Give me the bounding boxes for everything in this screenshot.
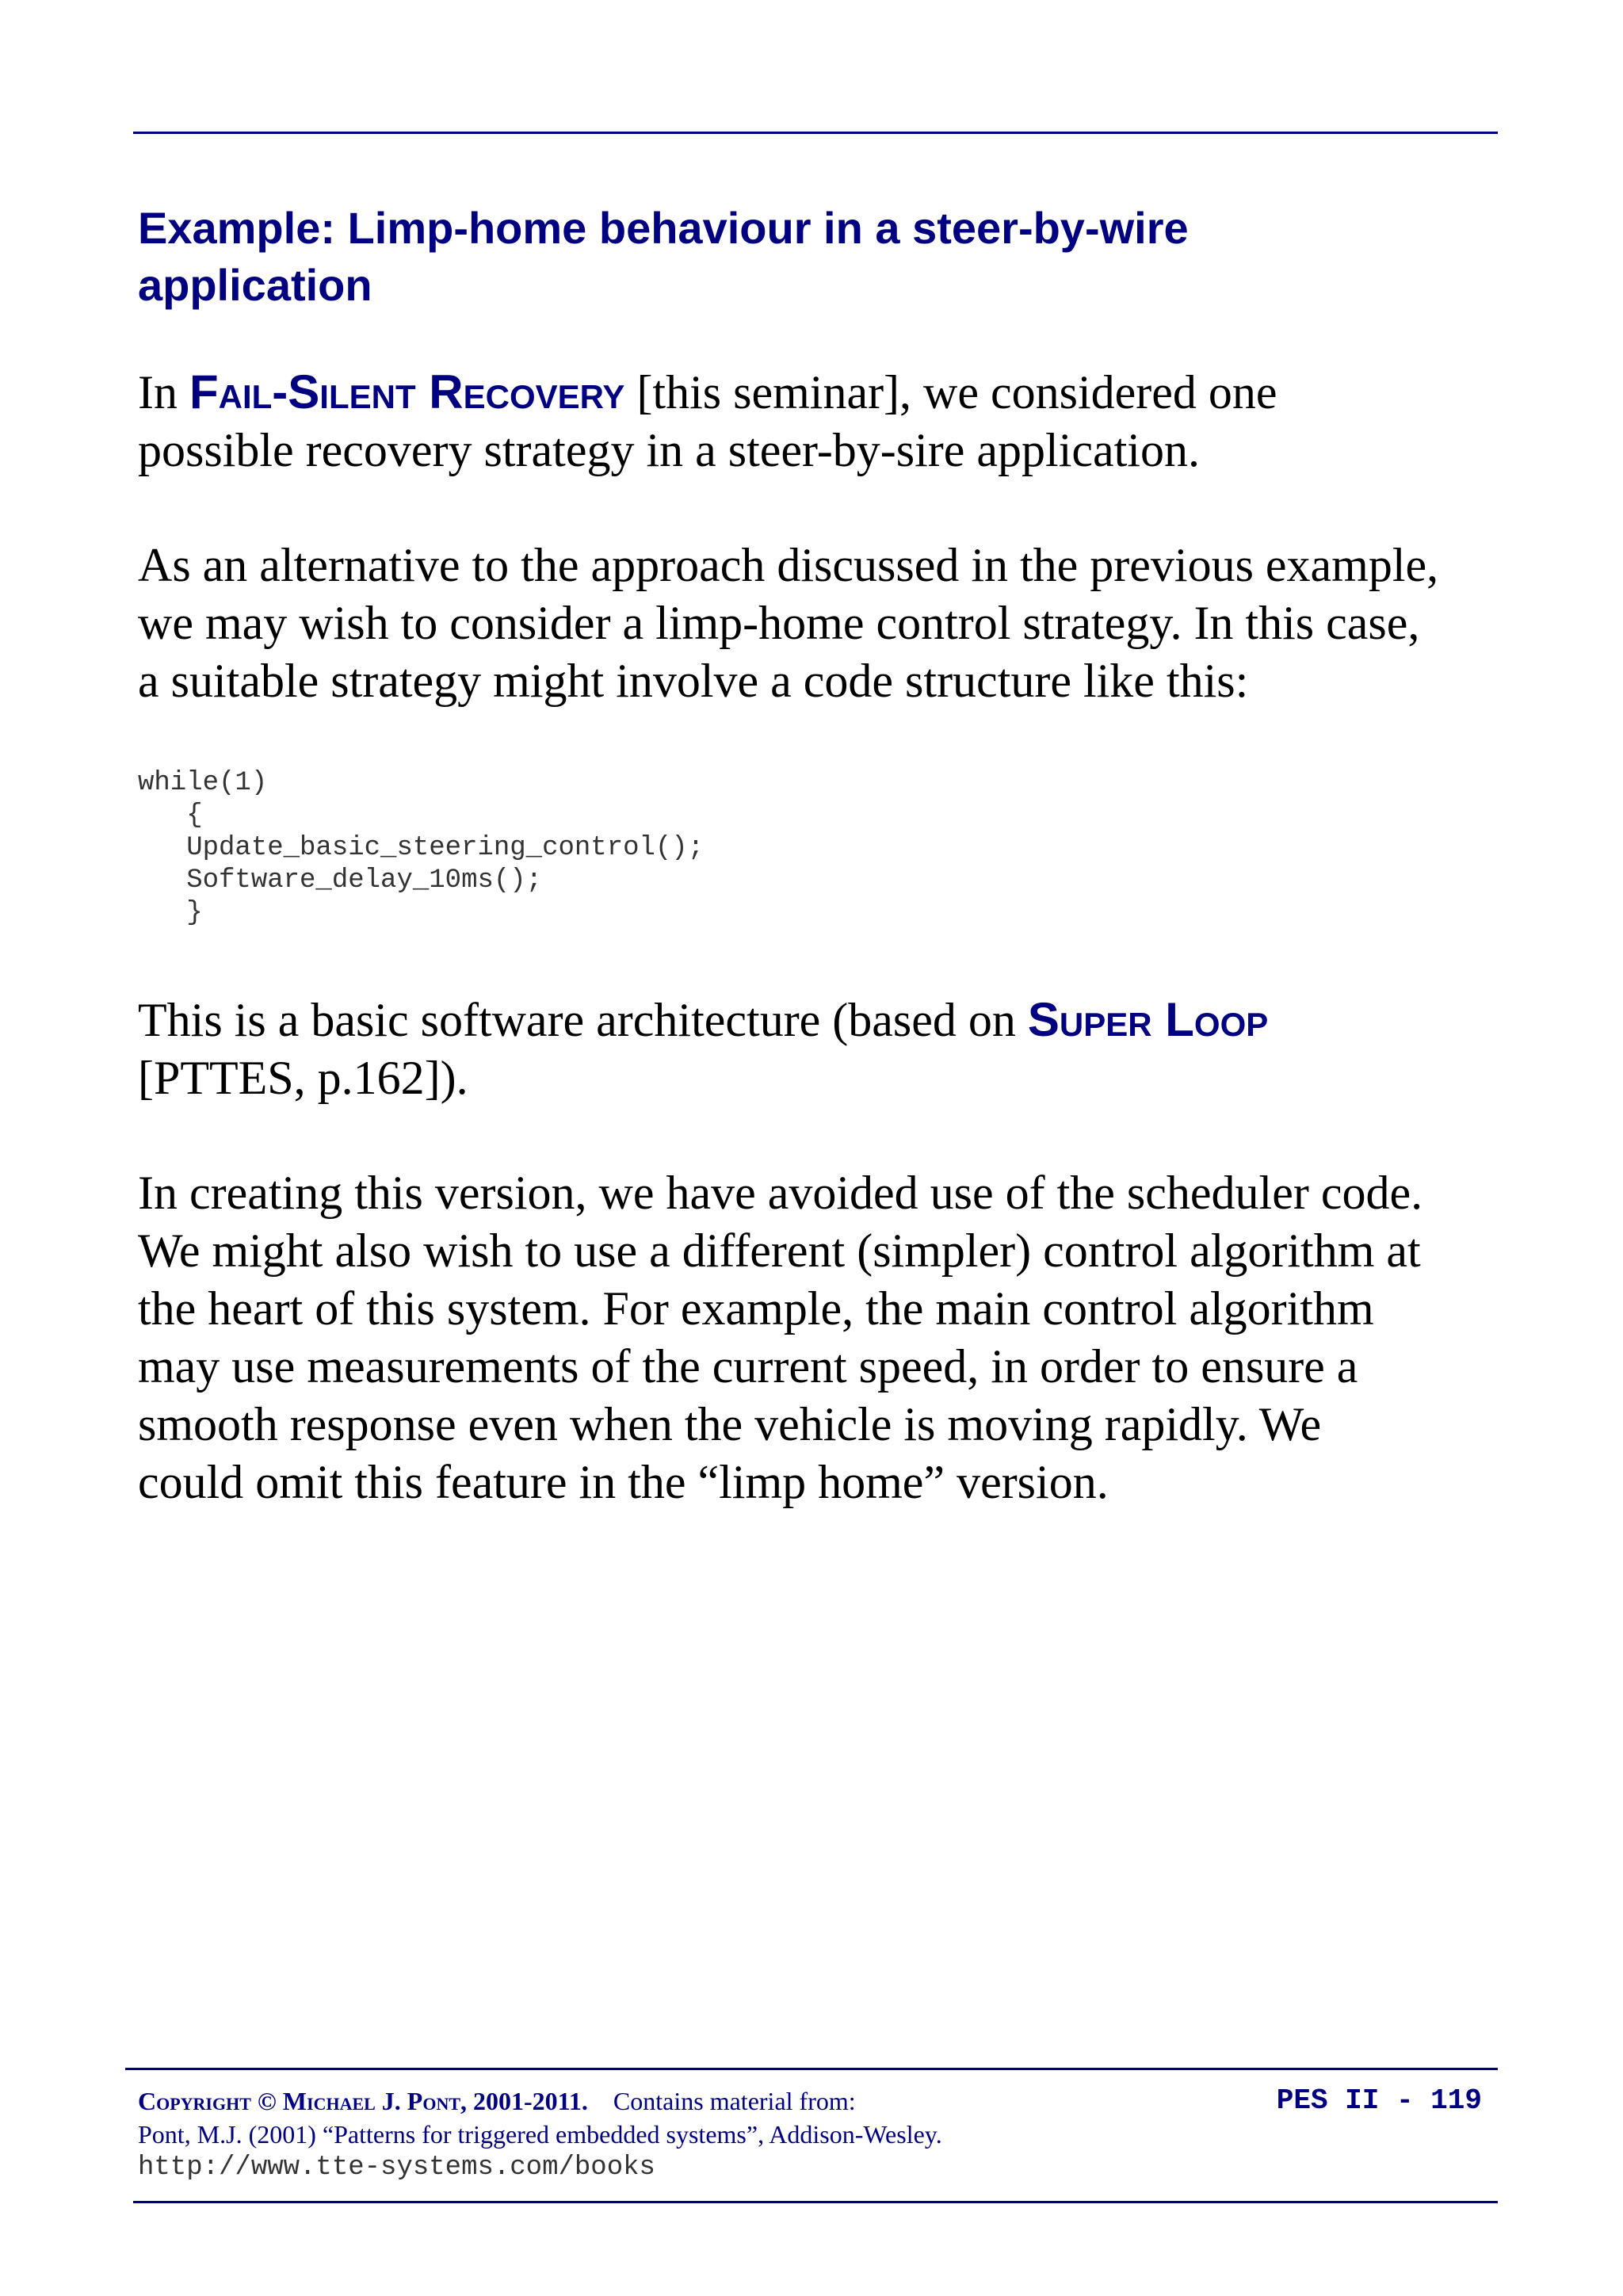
top-rule xyxy=(133,132,1498,134)
code-line-1: while(1) xyxy=(138,768,268,798)
version-line-2: We might also wish to use a different (simpler) control algorithm at xyxy=(138,1224,1421,1277)
copyright-notice: Copyright © Michael J. Pont, 2001-2011. xyxy=(138,2087,588,2115)
footer-reference: Pont, M.J. (2001) “Patterns for triggered embedded systems”, Addison-Wesley. xyxy=(138,2120,942,2149)
alternative-line-1: As an alternative to the approach discussed in the previous example, xyxy=(138,539,1439,591)
footer xyxy=(138,2084,1247,2184)
code-line-3: Update_basic_steering_control(); xyxy=(138,833,705,863)
footer-top-rule xyxy=(125,2068,1498,2070)
architecture-line-2: [PTTES, p.162]). xyxy=(138,1052,468,1104)
page-number: PES II - 119 xyxy=(1276,2084,1482,2117)
footer-bottom-rule xyxy=(133,2201,1498,2203)
intro-text-pre: In xyxy=(138,366,189,418)
alternative-line-2: we may wish to consider a limp-home control strategy. In this case, xyxy=(138,597,1420,649)
code-line-4: Software_delay_10ms(); xyxy=(138,865,543,896)
pattern-name-super-loop: Super Loop xyxy=(1027,993,1269,1046)
architecture-text-pre: This is a basic software architecture (based on xyxy=(138,994,1028,1046)
footer-line-1 xyxy=(138,2084,1247,2118)
paragraph-version xyxy=(138,1164,1517,1511)
heading-line-2: application xyxy=(138,260,372,310)
contains-material-label: Contains material from: xyxy=(613,2087,856,2115)
intro-line-2: possible recovery strategy in a steer-by-sire application. xyxy=(138,424,1200,476)
paragraph-intro xyxy=(138,363,1517,479)
code-line-2: { xyxy=(138,800,203,831)
page-heading xyxy=(138,200,1453,314)
paragraph-alternative xyxy=(138,537,1517,710)
footer-url: http://www.tte-systems.com/books xyxy=(138,2153,655,2183)
pattern-name-fail-silent-recovery: Fail-Silent Recovery xyxy=(189,365,625,418)
version-line-1: In creating this version, we have avoided use of the scheduler code. xyxy=(138,1167,1423,1219)
architecture-line-1 xyxy=(138,991,1517,1049)
intro-line-1 xyxy=(138,363,1517,422)
version-line-6: could omit this feature in the “limp home” version. xyxy=(138,1456,1109,1508)
version-line-5: smooth response even when the vehicle is moving rapidly. We xyxy=(138,1398,1322,1450)
intro-text-post: [this seminar], we considered one xyxy=(624,366,1277,418)
version-line-4: may use measurements of the current speed, in order to ensure a xyxy=(138,1340,1358,1392)
alternative-line-3: a suitable strategy might involve a code structure like this: xyxy=(138,655,1249,707)
code-line-5: } xyxy=(138,898,203,928)
paragraph-architecture xyxy=(138,991,1517,1107)
heading-line-1: Example: Limp-home behaviour in a steer-by-wire xyxy=(138,203,1189,253)
code-listing xyxy=(138,767,704,930)
version-line-3: the heart of this system. For example, the main control algorithm xyxy=(138,1282,1374,1335)
